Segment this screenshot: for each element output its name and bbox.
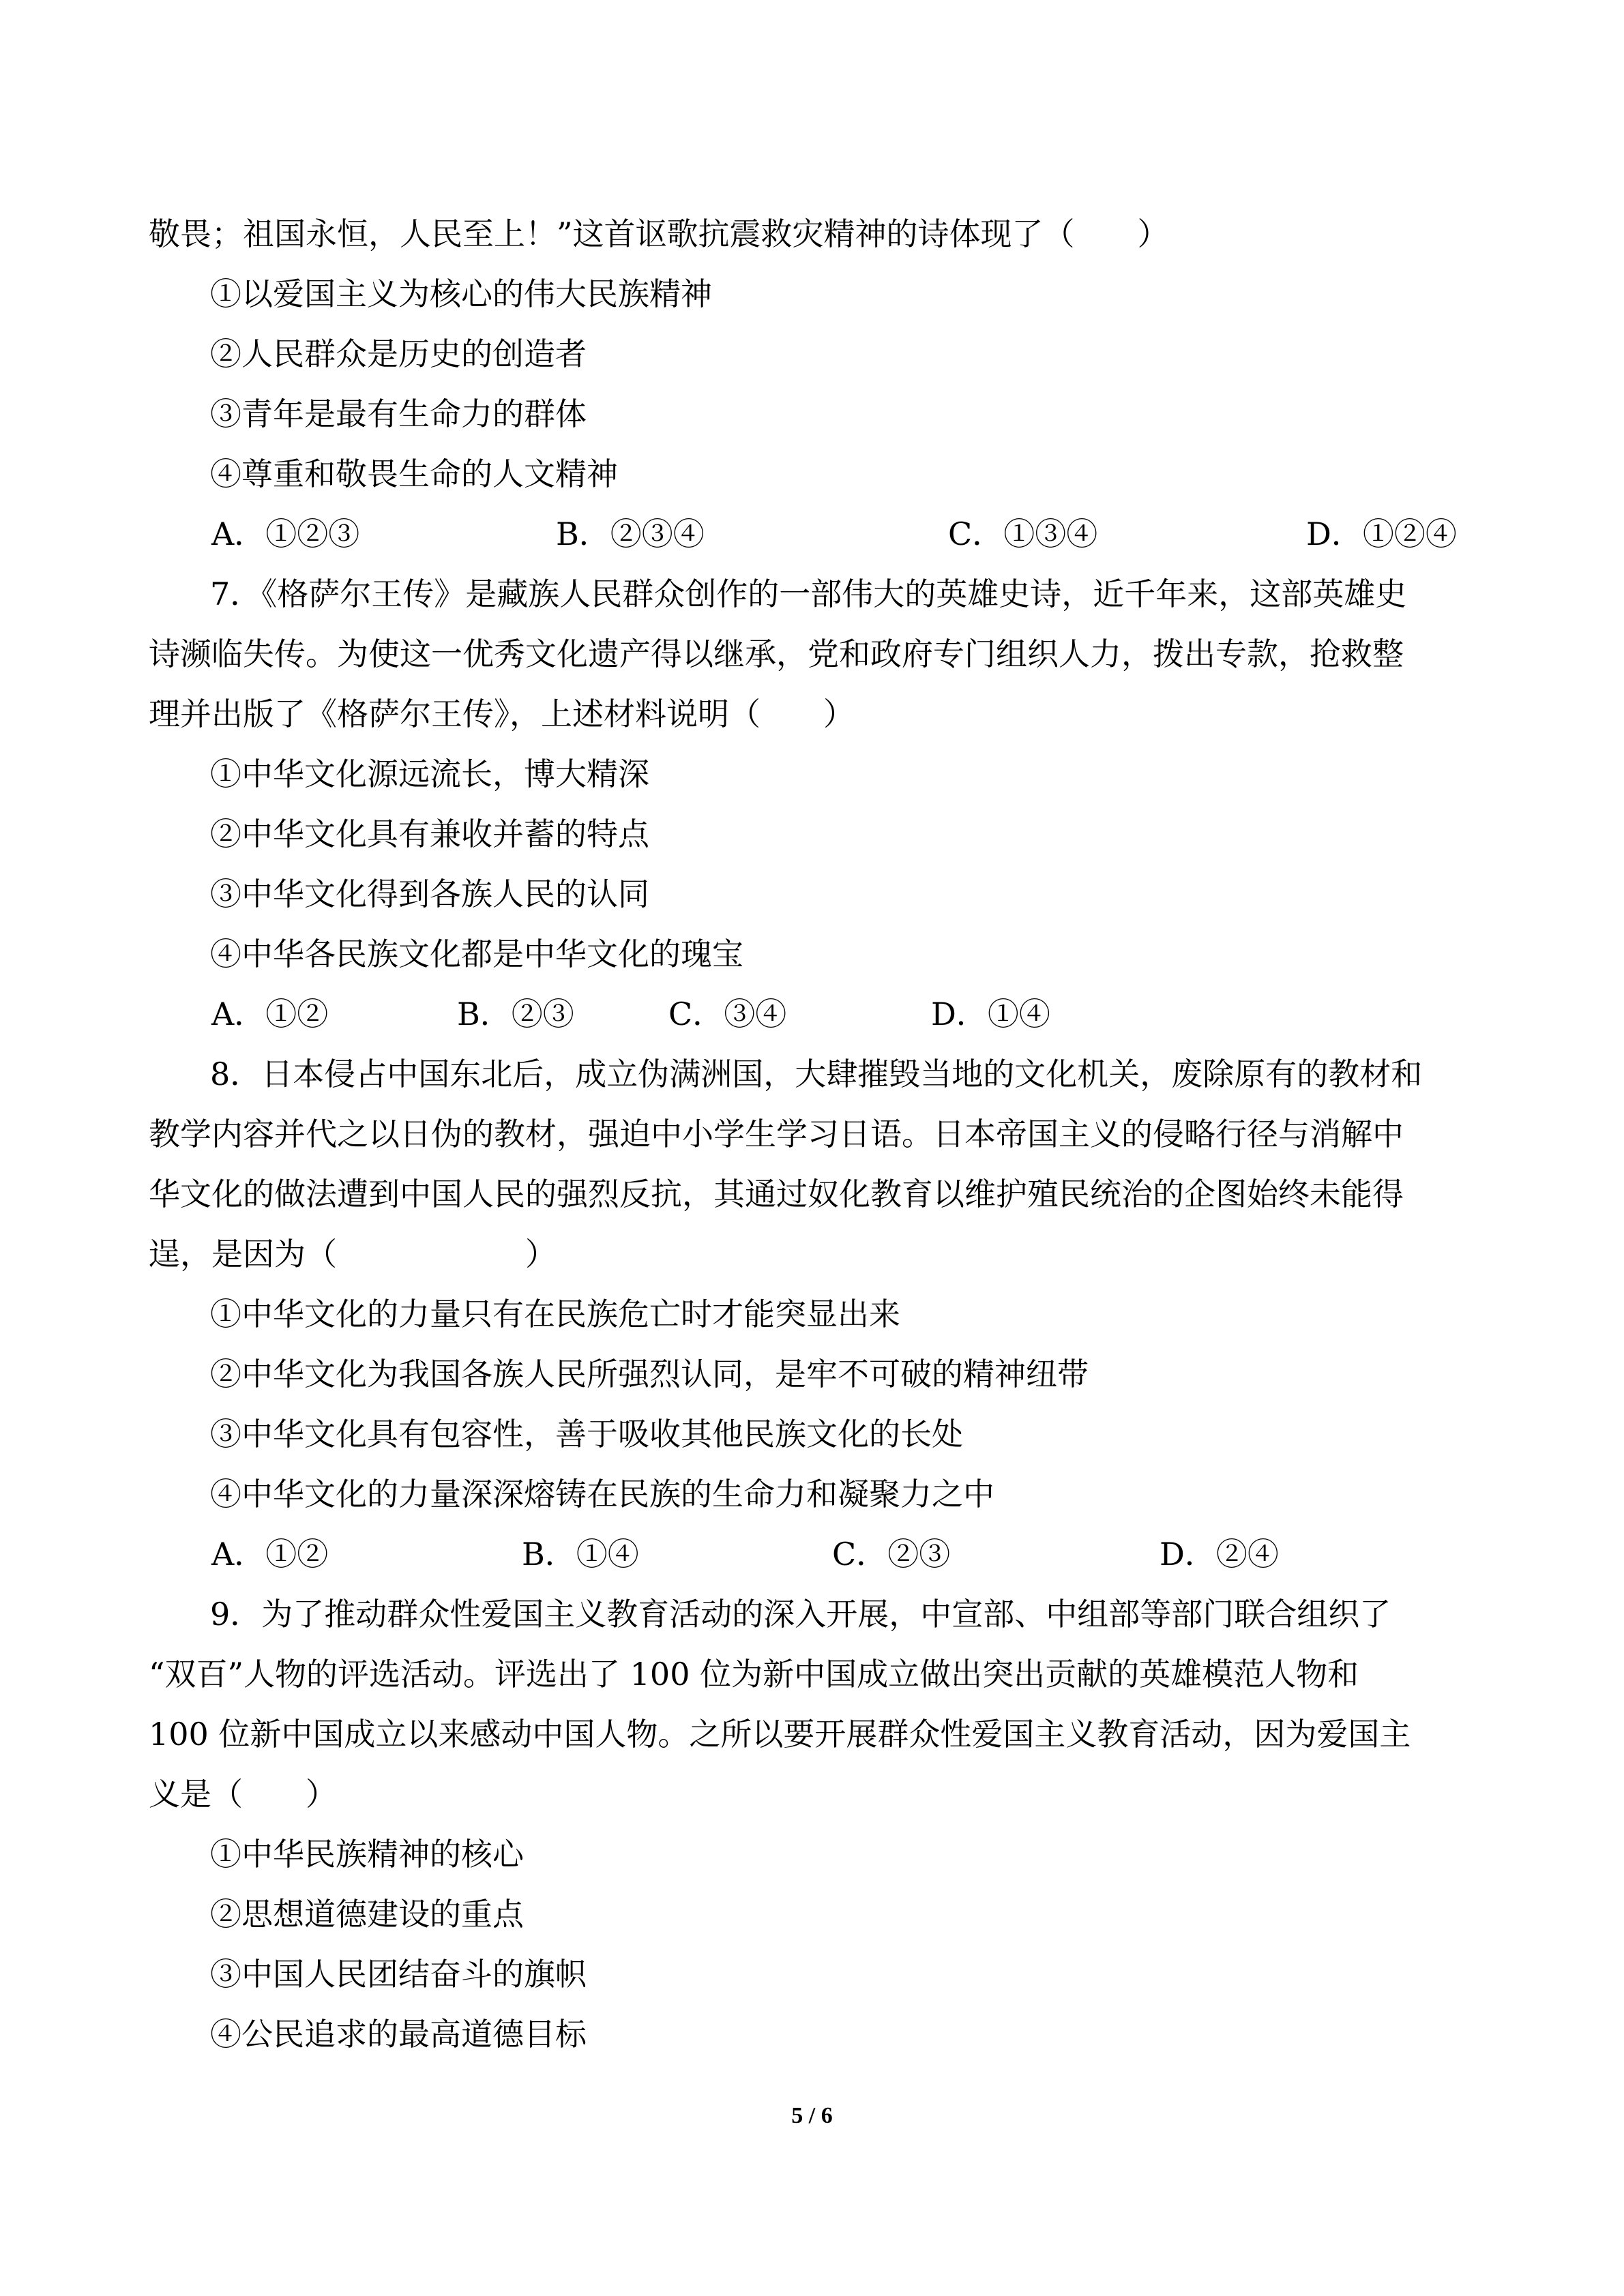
q8-stem-line-2: 教学内容并代之以日伪的教材，强迫中小学生学习日语。日本帝国主义的侵略行径与消解中 [149, 1116, 1404, 1152]
q7-answer-d: D．①④ [931, 996, 1050, 1032]
q6-answer-c: C．①③④ [948, 516, 1098, 552]
q7-answer-b: B．②③ [457, 996, 574, 1032]
q9-stem-line-1: 9．为了推动群众性爱国主义教育活动的深入开展，中宣部、中组部等部门联合组织了 [210, 1596, 1391, 1632]
q8-stem-line-4: 逞，是因为（ ） [149, 1236, 557, 1272]
q8-option-4: ④中华文化的力量深深熔铸在民族的生命力和凝聚力之中 [210, 1476, 994, 1512]
q8-answer-b: B．①④ [522, 1536, 639, 1572]
q8-answer-a: A．①② [211, 1536, 329, 1572]
q6-option-1: ①以爱国主义为核心的伟大民族精神 [210, 275, 712, 312]
q8-answer-d: D．②④ [1160, 1536, 1279, 1572]
q7-option-4: ④中华各民族文化都是中华文化的瑰宝 [210, 936, 743, 972]
q7-stem-line-2: 诗濒临失传。为使这一优秀文化遗产得以继承，党和政府专门组织人力，拨出专款，抢救整 [149, 636, 1404, 672]
q9-stem-line-2: “双百”人物的评选活动。评选出了 100 位为新中国成立做出突出贡献的英雄模范人物和 [149, 1656, 1359, 1693]
page-number: 5 / 6 [791, 2103, 833, 2128]
q8-stem-line-1: 8．日本侵占中国东北后，成立伪满洲国，大肆摧毁当地的文化机关，废除原有的教材和 [210, 1056, 1423, 1092]
q6-option-2: ②人民群众是历史的创造者 [210, 336, 587, 372]
q9-option-4: ④公民追求的最高道德目标 [210, 2016, 587, 2053]
q9-stem-line-4: 义是（ ） [149, 1776, 337, 1813]
q6-answer-a: A．①②③ [211, 516, 360, 552]
q8-stem-line-3: 华文化的做法遭到中国人民的强烈反抗，其通过奴化教育以维护殖民统治的企图始终未能得 [149, 1176, 1404, 1212]
q9-option-1: ①中华民族精神的核心 [210, 1836, 524, 1873]
q8-option-2: ②中华文化为我国各族人民所强烈认同，是牢不可破的精神纽带 [210, 1356, 1089, 1392]
q8-answer-c: C．②③ [832, 1536, 951, 1572]
q8-option-1: ①中华文化的力量只有在民族危亡时才能突显出来 [210, 1296, 900, 1332]
q7-stem-line-1: 7．《格萨尔王传》是藏族人民群众创作的一部伟大的英雄史诗，近千年来，这部英雄史 [210, 576, 1407, 612]
q6-answer-b: B．②③④ [556, 516, 705, 552]
q6-answer-d: D．①②④ [1306, 516, 1457, 552]
q7-answer-a: A．①② [211, 996, 329, 1032]
q6-option-3: ③青年是最有生命力的群体 [210, 396, 587, 432]
q9-option-3: ③中国人民团结奋斗的旗帜 [210, 1956, 587, 1993]
q7-option-2: ②中华文化具有兼收并蓄的特点 [210, 816, 649, 852]
q8-option-3: ③中华文化具有包容性，善于吸收其他民族文化的长处 [210, 1416, 963, 1452]
q9-option-2: ②思想道德建设的重点 [210, 1896, 524, 1933]
q6-stem-line-1: 敬畏；祖国永恒，人民至上！”这首讴歌抗震救灾精神的诗体现了（ ） [149, 215, 1169, 252]
q9-stem-line-3: 100 位新中国成立以来感动中国人物。之所以要开展群众性爱国主义教育活动，因为爱国主 [149, 1716, 1411, 1753]
q7-answer-c: C．③④ [668, 996, 787, 1032]
q7-stem-line-3: 理并出版了《格萨尔王传》，上述材料说明（ ） [149, 696, 855, 732]
q6-option-4: ④尊重和敬畏生命的人文精神 [210, 456, 618, 492]
q7-option-1: ①中华文化源远流长，博大精深 [210, 756, 649, 792]
q7-option-3: ③中华文化得到各族人民的认同 [210, 876, 649, 912]
